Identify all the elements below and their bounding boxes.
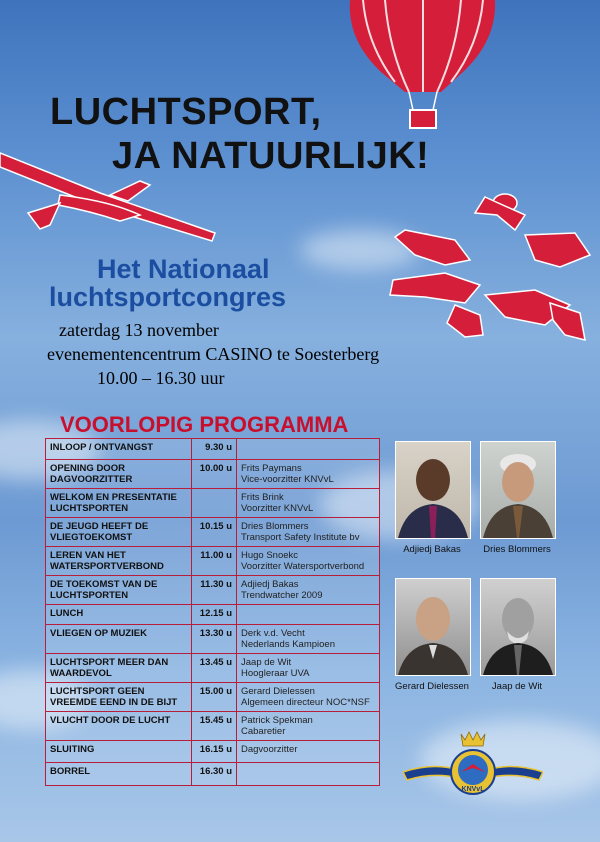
program-activity: VLIEGEN OP MUZIEK [46,625,192,654]
program-activity: DE JEUGD HEEFT DE VLIEGTOEKOMST [46,518,192,547]
program-time: 15.00 u [192,683,237,712]
program-row [46,489,380,518]
speaker-name: Derk v.d. Vecht [241,628,305,639]
program-time: 16.30 u [192,763,237,786]
program-activity: SLUITING [46,741,192,763]
program-time [192,489,237,518]
program-table [45,438,380,786]
program-speaker [237,518,380,547]
speaker-name: Dries Blommers [483,544,551,555]
program-row [46,712,380,741]
speaker-role: Cabaretier [241,726,286,737]
speaker-role: Hoogleraar UVA [241,668,310,679]
congress-line1: Het Nationaal [97,254,270,284]
program-speaker [237,547,380,576]
program-time: 13.30 u [192,625,237,654]
program-activity: LUCHTSPORT MEER DAN WAARDEVOL [46,654,192,683]
program-activity: OPENING DOOR DAGVOORZITTER [46,460,192,489]
speaker-role: Trendwatcher 2009 [241,590,323,601]
speaker-name: Gerard Dielessen [241,686,315,697]
program-row [46,460,380,489]
speaker-name: Frits Paymans [241,463,302,474]
speaker-role: Algemeen directeur NOC*NSF [241,697,370,708]
speaker-photo-dielessen [395,578,471,676]
speaker-name: Dries Blommers [241,521,309,532]
program-activity: LUCHTSPORT GEEN VREEMDE EEND IN DE BIJT [46,683,192,712]
speaker-role: Voorzitter Watersportverbond [241,561,365,572]
program-row [46,741,380,763]
program-row [46,625,380,654]
program-speaker [237,741,380,763]
program-time: 10.00 u [192,460,237,489]
speaker-role: Voorzitter KNVvL [241,503,314,514]
program-row [46,547,380,576]
headline-line1: LUCHTSPORT, [50,91,322,133]
skydivers-formation-illustration [385,185,595,345]
headline [50,90,429,178]
program-row [46,654,380,683]
program-speaker [237,460,380,489]
program-row [46,439,380,460]
program-speaker [237,763,380,786]
program-time: 13.45 u [192,654,237,683]
headline-line2: JA NATUURLIJK! [112,135,430,177]
program-row [46,683,380,712]
event-details [47,318,379,390]
program-speaker [237,576,380,605]
program-row [46,763,380,786]
knvvl-logo [403,728,543,804]
program-time: 10.15 u [192,518,237,547]
program-title: VOORLOPIG PROGRAMMA [60,412,349,437]
program-row [46,605,380,625]
program-activity: VLUCHT DOOR DE LUCHT [46,712,192,741]
program-row [46,518,380,547]
congress-title [49,255,286,311]
event-time: 10.00 – 16.30 uur [97,368,225,388]
speaker-role: Transport Safety Institute bv [241,532,360,543]
speaker-photo-dewit [480,578,556,676]
speaker-photo-blommers [480,441,556,539]
program-row [46,576,380,605]
speaker-name: Dagvoorzitter [241,744,298,755]
program-speaker [237,439,380,460]
program-time: 11.30 u [192,576,237,605]
speaker-name: Adjiedj Bakas [241,579,299,590]
speaker-name: Jaap de Wit [491,681,543,692]
program-speaker [237,683,380,712]
speaker-name: Jaap de Wit [241,657,292,668]
speaker-name: Hugo Snoekc [241,550,299,561]
program-activity: LUNCH [46,605,192,625]
program-time: 11.00 u [192,547,237,576]
speaker-photo-bakas [395,441,471,539]
speaker-name: Patrick Spekman [241,715,313,726]
program-time: 16.15 u [192,741,237,763]
speaker-name: Adjiedj Bakas [403,544,461,555]
program-activity: DE TOEKOMST VAN DE LUCHTSPORTEN [46,576,192,605]
program-speaker [237,712,380,741]
congress-line2: luchtsportcongres [49,282,287,312]
program-activity: INLOOP / ONTVANGST [46,439,192,460]
speaker-role: Vice-voorzitter KNVvL [241,474,334,485]
program-time: 9.30 u [192,439,237,460]
program-activity: BORREL [46,763,192,786]
program-time: 15.45 u [192,712,237,741]
program-time: 12.15 u [192,605,237,625]
speaker-role: Nederlands Kampioen [241,639,336,650]
logo-text: KNVvL [461,786,485,793]
speaker-name: Frits Brink [241,492,284,503]
program-activity: WELKOM EN PRESENTATIE LUCHTSPORTEN [46,489,192,518]
program-speaker [237,625,380,654]
event-date: zaterdag 13 november [59,320,219,340]
program-speaker [237,654,380,683]
event-venue: evenementencentrum CASINO te Soesterberg [47,344,380,364]
program-speaker [237,489,380,518]
program-activity: LEREN VAN HET WATERSPORTVERBOND [46,547,192,576]
speaker-name: Gerard Dielessen [395,681,469,692]
program-speaker [237,605,380,625]
